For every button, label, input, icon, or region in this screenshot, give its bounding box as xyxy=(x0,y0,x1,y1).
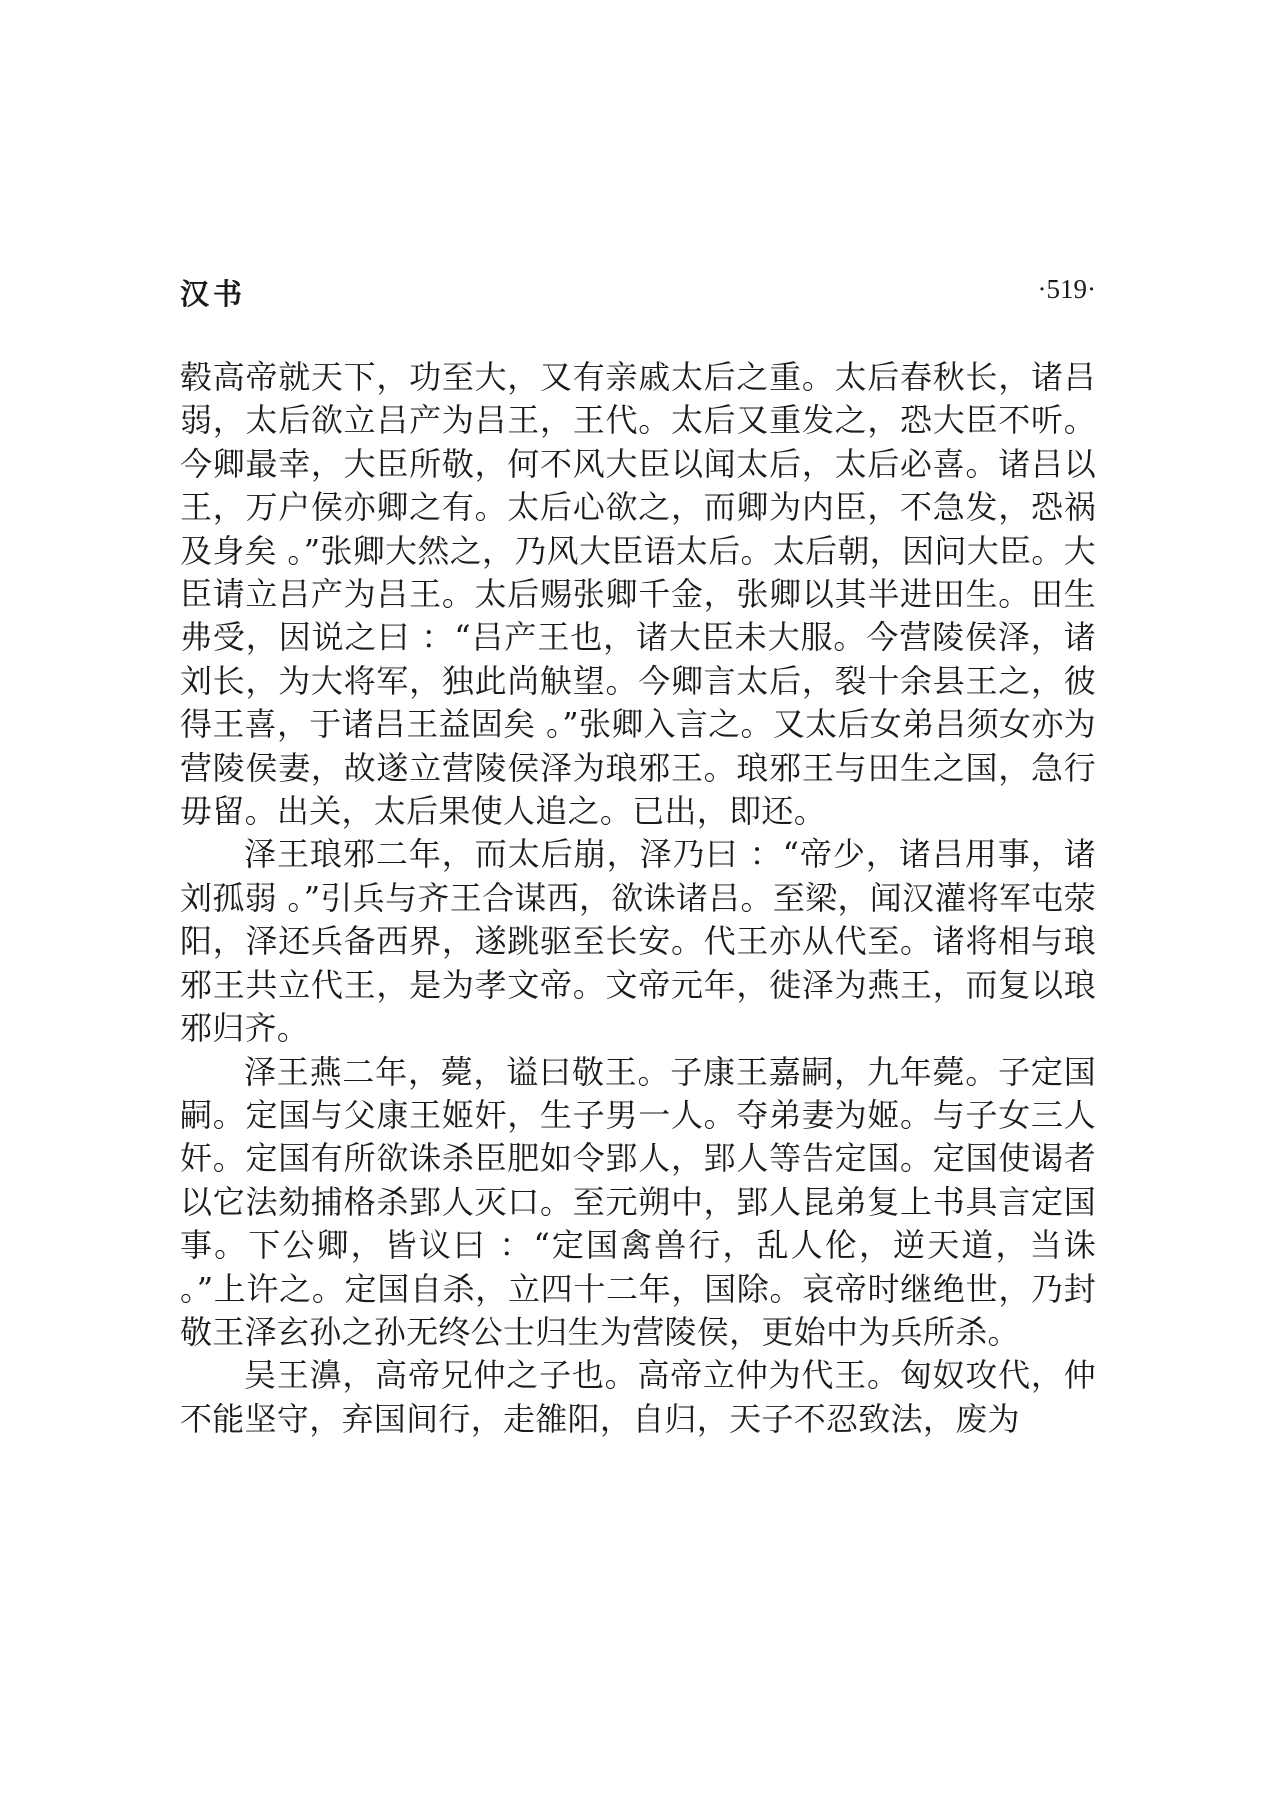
paragraph-4: 吴王濞，高帝兄仲之子也。高帝立仲为代王。匈奴攻代，仲不能坚守，弃国间行，走雒阳，自归，天子不忍致法，废为 xyxy=(180,1356,1096,1438)
paragraph-3: 泽王燕二年，薨，谥曰敬王。子康王嘉嗣，九年薨。子定国嗣。定国与父康王姬奸，生子男一人。夺弟妻为姬。与子女三人奸。定国有所欲诛杀臣肥如令郢人，郢人等告定国。定国使谒者以它法劾捕格杀郢人灭口。至元朔中，郢人昆弟复上书具言定国事。下公卿，皆议曰 ：“定国禽兽行，乱人伦，逆天道，当诛 。”上许之。定国自杀，立四十二年，国除。哀帝时继绝世，乃封敬王泽玄孙之孙无终公士归生为营陵侯，更始中为兵所杀。 xyxy=(180,1052,1096,1351)
text-body xyxy=(180,356,1096,1441)
page-number: ·519· xyxy=(1037,274,1096,304)
paragraph-1: 毂高帝就天下，功至大，又有亲戚太后之重。太后春秋长，诸吕弱，太后欲立吕产为吕王，王代。太后又重发之，恐大臣不听。今卿最幸，大臣所敬，何不风大臣以闻太后，太后必喜。诸吕以王，万户侯亦卿之有。太后心欲之，而卿为内臣，不急发，恐祸及身矣 。”张卿大然之，乃风大臣语太后。太后朝，因问大臣。大臣请立吕产为吕王。太后赐张卿千金，张卿以其半进田生。田生弗受，因说之曰 ：“吕产王也，诸大臣未大服。今营陵侯泽，诸刘长，为大将军，独此尚觖望。今卿言太后，裂十余县王之，彼得王喜，于诸吕王益固矣 。”张卿入言之。又太后女弟吕须女亦为营陵侯妻，故遂立营陵侯泽为琅邪王。琅邪王与田生之国，急行毋留。出关，太后果使人追之。已出，即还。 xyxy=(180,358,1096,831)
book-title: 汉书 xyxy=(180,277,247,311)
paragraph-2: 泽王琅邪二年，而太后崩，泽乃曰 ：“帝少，诸吕用事，诸刘孤弱 。”引兵与齐王合谋西，欲诛诸吕。至梁，闻汉灌将军屯荥阳，泽还兵备西界，遂跳驱至长安。代王亦从代至。诸将相与琅邪王共立代王，是为孝文帝。文帝元年，徙泽为燕王，而复以琅邪归齐。 xyxy=(180,835,1096,1048)
page-header xyxy=(180,272,1096,312)
